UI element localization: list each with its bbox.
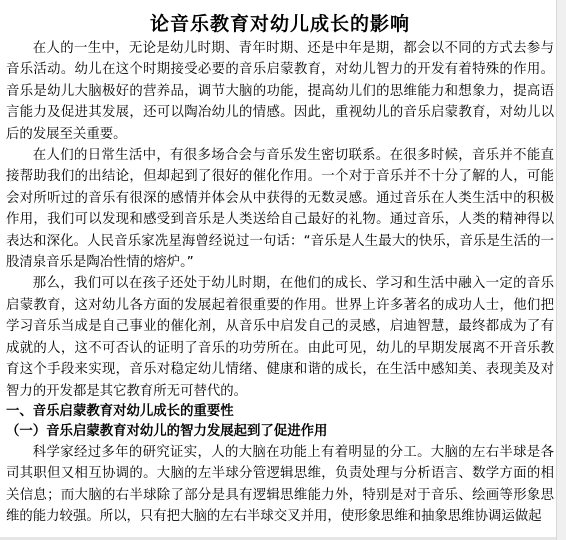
document-title: 论音乐教育对幼儿成长的影响 [149,13,410,35]
vertical-scrollbar[interactable] [556,0,566,540]
section-heading: 一、音乐启蒙教育对幼儿成长的重要性 [6,403,234,419]
section-subheading: （一）音乐启蒙教育对幼儿的智力发展起到了促进作用 [6,423,328,439]
paragraph-early-education: 那么，我们可以在孩子还处于幼儿时期，在他们的成长、学习和生活中融入一定的音乐启蒙教育，这对幼儿各方面的发展起着很重要的作用。世界上许多著名的成功人士，他们把学习音乐当成是自己事业的催化剂，从音乐中启发自己的灵感，启迪智慧，最终都成为了有成就的人，这不可否认的证明了音乐的功劳所在。由此可见，幼儿的早期发展离不开音乐教育这个手段来实现，音乐对稳定幼儿情绪、健康和谐的成长，在生活中感知美、表现美及对智力的开发都是其它教育所无可替代的。 [6,276,554,399]
paragraph-intro: 在人的一生中，无论是幼儿时期、青年时期、还是中年是期，都会以不同的方式去参与音乐活动。幼儿在这个时期接受必要的音乐启蒙教育，对幼儿智力的开发有着特殊的作用。音乐是幼儿大脑极好的营养品，调节大脑的功能，提高幼儿们的思维能力和想象力，提高语言能力及促进其发展，还可以陶冶幼儿的情感。因此，重视幼儿的音乐启蒙教育，对幼儿以后的发展至关重要。 [6,41,554,142]
paragraph-daily-life: 在人们的日常生活中，有很多场合会与音乐发生密切联系。在很多时候，音乐并不能直接帮助我们的出结论，但却起到了很好的催化作用。一个对于音乐并不十分了解的人，可能会对所听过的音乐有很深的感情并体会从中获得的无数灵感。通过音乐在人类生活中的积极作用，我们可以发现和感受到音乐是人类送给自己最好的礼物。通过音乐，人类的精神得以表达和深化。人民音乐家冼星海曾经说过一句话：“音乐是人生最大的快乐，音乐是生活的一股清泉音乐是陶冶性情的熔炉。” [6,148,554,271]
paragraph-brain-research: 科学家经过多年的研究证实，人的大脑在功能上有着明显的分工。大脑的左右半球是各司其职但又相互协调的。大脑的左半球分管逻辑思维，负责处理与分析语言、数学方面的相关信息；而大脑的右半球除了部分是具有逻辑思维能力外，特别是对于音乐、绘画等形象思维的能力较强。所以，只有把大脑的左右半球交叉并用，使形象思维和抽象思维协调运做起 [6,444,554,525]
